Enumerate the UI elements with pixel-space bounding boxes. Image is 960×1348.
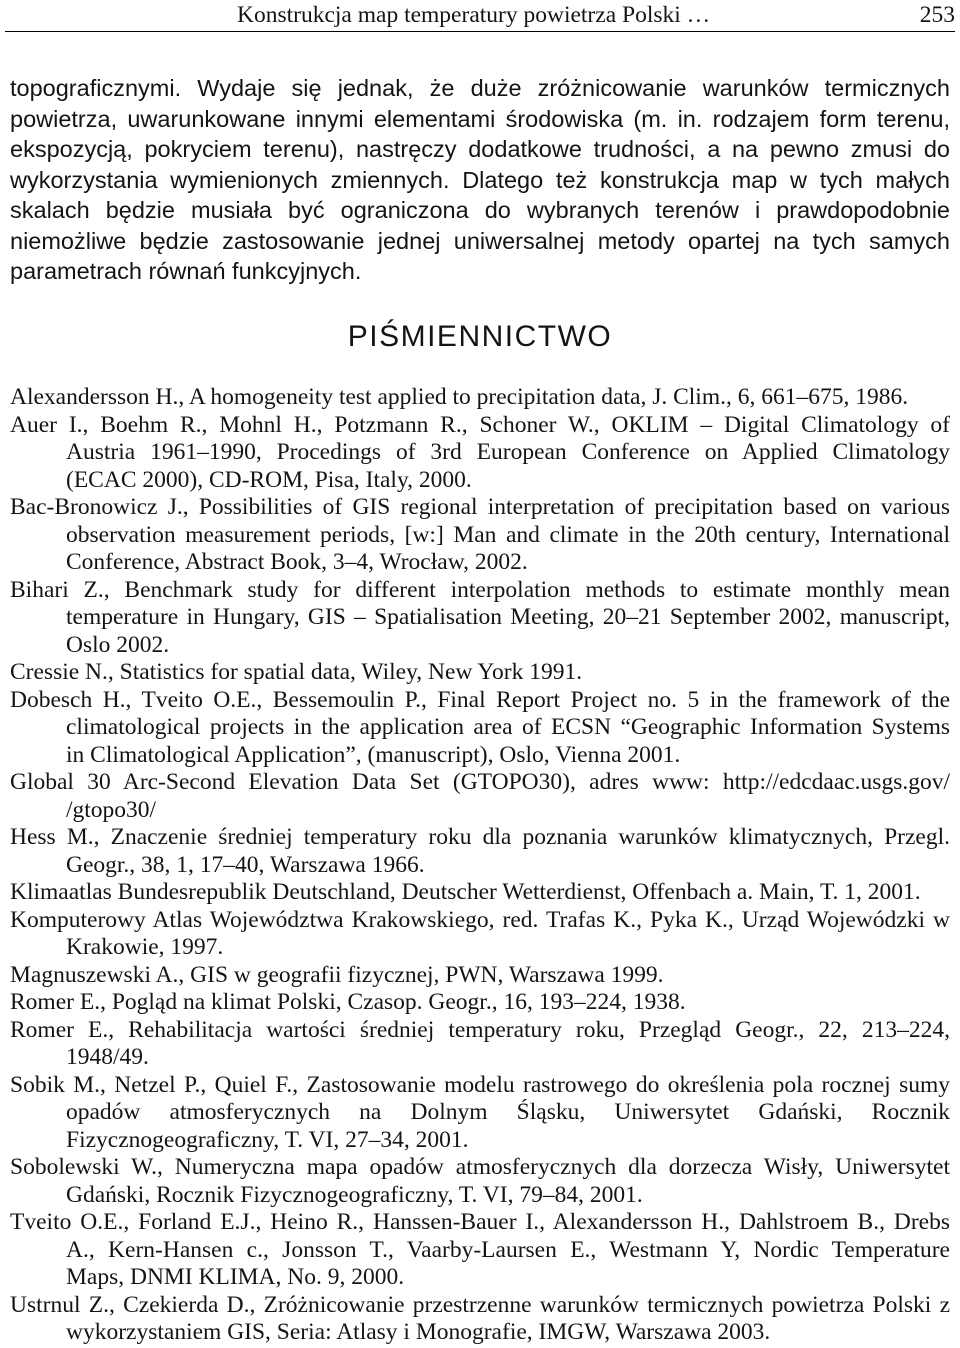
paragraph-line: parametrach równań funkcyjnych. <box>10 258 362 284</box>
paragraph-line: powietrza, uwarunkowane innymi elementami środowiska (m. in. rodzajem form terenu, <box>10 105 950 132</box>
reference-line: temperature in Hungary, GIS – Spatialisation Meeting, 20–21 September 2002, manuscript, <box>66 604 950 630</box>
reference-line: Magnuszewski A., GIS w geografii fizycznej, PWN, Warszawa 1999. <box>10 961 664 988</box>
reference-line: climatological projects in the application area of ECSN “Geographic Information Systems <box>66 714 950 740</box>
reference-line: Ustrnul Z., Czekierda D., Zróżnicowanie przestrzenne warunków termicznych powietrza Polski z <box>10 1291 950 1318</box>
reference-line: Klimaatlas Bundesrepublik Deutschland, Deutscher Wetterdienst, Offenbach a. Main, T. 1, 2001. <box>10 879 921 905</box>
reference-line: Geogr., 38, 1, 17–40, Warszawa 1966. <box>66 851 425 878</box>
reference-entry <box>10 687 950 770</box>
reference-entry <box>10 879 950 907</box>
reference-line: A., Kern-Hansen c., Jonsson T., Vaarby-Laursen E., Westmann Y, Nordic Temperature <box>66 1236 950 1263</box>
paragraph-line: skalach będzie musiała być ograniczona do wybranych terenów i prawdopodobnie <box>10 197 950 223</box>
reference-line: Sobik M., Netzel P., Quiel F., Zastosowanie modelu rastrowego do określenia pola rocznej sumy <box>10 1071 950 1098</box>
reference-line: opadów atmosferycznych na Dolnym Śląsku, Uniwersytet Gdański, Rocznik <box>66 1099 950 1125</box>
reference-line: Hess M., Znaczenie średniej temperatury roku dla poznania warunków klimatycznych, Przegl. <box>10 824 950 850</box>
reference-line: wykorzystaniem GIS, Seria: Atlasy i Monografie, IMGW, Warszawa 2003. <box>66 1319 771 1345</box>
reference-line: Krakowie, 1997. <box>66 934 224 960</box>
reference-entry <box>10 1292 950 1347</box>
reference-line: Sobolewski W., Numeryczna mapa opadów atmosferycznych dla dorzecza Wisły, Uniwersytet <box>10 1154 950 1180</box>
paragraph-line: ekspozycją, pokryciem terenu), nastręczy dodatkowe trudności, a na pewno zmusi do <box>10 136 950 162</box>
paragraph-line: topograficznymi. Wydaje się jednak, że duże zróżnicowanie warunków termicznych <box>10 75 950 101</box>
reference-entry <box>10 962 950 990</box>
reference-entry <box>10 1154 950 1209</box>
body-paragraph <box>10 73 950 287</box>
reference-line: Alexandersson H., A homogeneity test applied to precipitation data, J. Clim., 6, 661–675, 1986. <box>10 384 909 410</box>
reference-entry <box>10 1209 950 1292</box>
running-title: Konstrukcja map temperatury powietrza Polski … <box>237 2 711 28</box>
reference-line: observation measurement periods, [w:] Man and climate in the 20th century, International <box>66 521 950 548</box>
reference-line: Komputerowy Atlas Województwa Krakowskiego, red. Trafas K., Pyka K., Urząd Wojewódzki w <box>10 906 950 933</box>
reference-entry <box>10 1072 950 1155</box>
reference-line: Bac-Bronowicz J., Possibilities of GIS regional interpretation of precipitation based on various <box>10 494 950 520</box>
reference-line: Tveito O.E., Forland E.J., Heino R., Hanssen-Bauer I., Alexandersson H., Dahlstroem B., Drebs <box>10 1209 950 1235</box>
section-heading: PIŚMIENNICTWO <box>347 320 613 353</box>
reference-line: Auer I., Boehm R., Mohnl H., Potzmann R., Schoner W., OKLIM – Digital Climatology of <box>10 411 950 438</box>
reference-line: Cressie N., Statistics for spatial data, Wiley, New York 1991. <box>10 659 583 685</box>
reference-line: Oslo 2002. <box>66 631 170 658</box>
reference-line: in Climatological Application”, (manuscript), Oslo, Vienna 2001. <box>66 741 681 768</box>
reference-entry <box>10 577 950 660</box>
reference-entry <box>10 769 950 824</box>
paragraph-line: wykorzystania wymienionych zmiennych. Dlatego też konstrukcja map w tych małych <box>10 166 950 193</box>
reference-entry <box>10 824 950 879</box>
reference-line: (ECAC 2000), CD-ROM, Pisa, Italy, 2000. <box>66 466 472 493</box>
reference-line: Romer E., Rehabilitacja wartości średniej temperatury roku, Przegląd Geogr., 22, 213–224, <box>10 1016 950 1043</box>
running-header <box>5 0 955 32</box>
paragraph-line: niemożliwe będzie zastosowanie jednej uniwersalnej metody opartej na tych samych <box>10 227 950 254</box>
reference-entry <box>10 494 950 577</box>
reference-entry <box>10 659 950 687</box>
reference-line: Global 30 Arc-Second Elevation Data Set (GTOPO30), adres www: http://edcdaac.usgs.gov/ <box>10 769 950 795</box>
reference-entry <box>10 412 950 495</box>
reference-line: Austria 1961–1990, Procedings of 3rd European Conference on Applied Climatology <box>66 439 950 465</box>
reference-line: Conference, Abstract Book, 3–4, Wrocław, 2002. <box>66 549 528 575</box>
reference-line: Romer E., Pogląd na klimat Polski, Czasop. Geogr., 16, 193–224, 1938. <box>10 989 686 1015</box>
reference-line: Bihari Z., Benchmark study for different interpolation methods to estimate monthly mean <box>10 576 950 603</box>
reference-entry <box>10 989 950 1017</box>
reference-list <box>10 384 950 1347</box>
reference-line: Dobesch H., Tveito O.E., Bessemoulin P., Final Report Project no. 5 in the framework of the <box>10 686 950 713</box>
reference-entry <box>10 384 950 412</box>
reference-entry <box>10 907 950 962</box>
reference-entry <box>10 1017 950 1072</box>
page-number: 253 <box>919 2 955 28</box>
reference-line: 1948/49. <box>66 1044 149 1070</box>
reference-line: Fizycznogeograficzny, T. VI, 27–34, 2001. <box>66 1126 469 1153</box>
reference-line: Maps, DNMI KLIMA, No. 9, 2000. <box>66 1264 405 1290</box>
reference-line: /gtopo30/ <box>66 796 157 823</box>
reference-line: Gdański, Rocznik Fizycznogeograficzny, T. VI, 79–84, 2001. <box>66 1181 643 1208</box>
